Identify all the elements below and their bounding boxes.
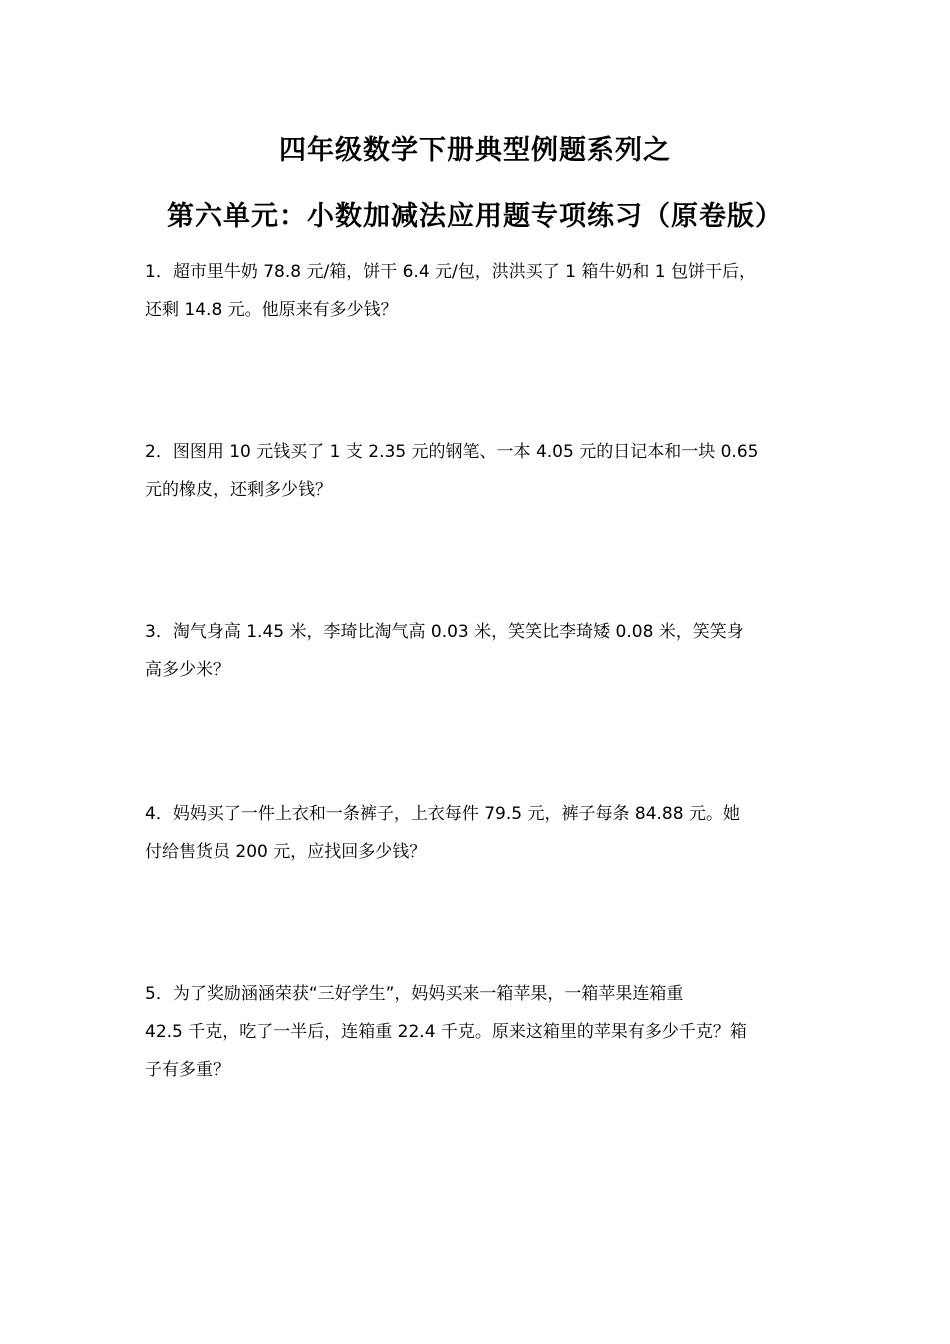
question-1	[145, 253, 825, 329]
question-2	[145, 433, 825, 509]
question-3-line-1: 3．淘气身高 1.45 米，李琦比淘气高 0.03 米，笑笑比李琦矮 0.08 米，笑笑身	[145, 622, 744, 642]
question-4-line-2: 付给售货员 200 元，应找回多少钱？	[145, 842, 427, 862]
question-1-line-1: 1．超市里牛奶 78.8 元/箱，饼干 6.4 元/包，洪洪买了 1 箱牛奶和 1 包饼干后，	[145, 262, 757, 282]
question-5-line-1: 5．为了奖励涵涵荣获“三好学生”，妈妈买来一箱苹果，一箱苹果连箱重	[145, 984, 684, 1004]
question-3-line-2: 高多少米？	[145, 660, 230, 680]
question-3	[145, 613, 825, 689]
question-5-line-2: 42.5 千克，吃了一半后，连箱重 22.4 千克。原来这箱里的苹果有多少千克？箱	[145, 1022, 747, 1042]
question-1-line-2: 还剩 14.8 元。他原来有多少钱？	[145, 300, 398, 320]
question-4	[145, 795, 825, 871]
question-5-line-3: 子有多重？	[145, 1060, 230, 1080]
question-4-line-1: 4．妈妈买了一件上衣和一条裤子，上衣每件 79.5 元，裤子每条 84.88 元。她	[145, 804, 740, 824]
page-subtitle: 第六单元：小数加减法应用题专项练习（原卷版）	[167, 201, 783, 232]
question-5	[145, 975, 825, 1089]
question-2-line-1: 2．图图用 10 元钱买了 1 支 2.35 元的钢笔、一本 4.05 元的日记本和一块 0.65	[145, 442, 759, 462]
question-2-line-2: 元的橡皮，还剩多少钱？	[145, 480, 332, 500]
page-title: 四年级数学下册典型例题系列之	[279, 135, 671, 166]
